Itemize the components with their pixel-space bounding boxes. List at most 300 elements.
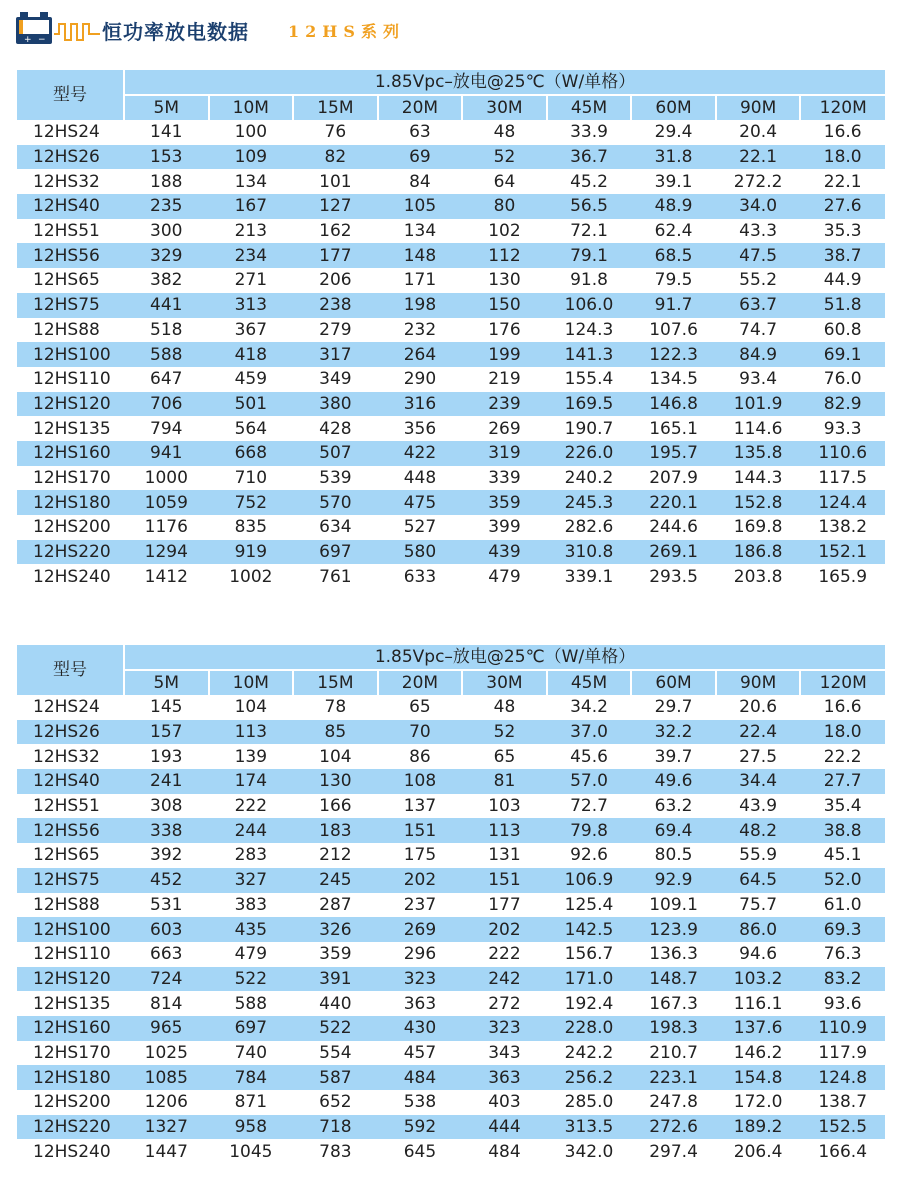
model-cell: 12HS51 [33,221,100,242]
power-value-cell: 439 [462,540,547,565]
power-value-cell: 165.1 [649,418,698,439]
power-value-cell: 1085 [124,1065,209,1090]
model-cell: 12HS160 [17,1016,124,1041]
model-cell: 12HS200 [33,1092,111,1113]
table-row [17,120,885,145]
power-value-cell: 33.9 [570,122,608,143]
power-value-cell: 174 [209,769,294,794]
power-value-cell: 69.4 [631,818,716,843]
power-value-cell: 363 [462,1065,547,1090]
power-value-cell: 94.6 [739,944,778,965]
power-value-cell: 69.1 [800,342,885,367]
power-value-cell: 195.7 [631,441,716,466]
model-cell: 12HS220 [17,1115,124,1140]
power-value-cell: 1206 [144,1092,188,1113]
power-value-cell: 290 [403,369,437,390]
power-value-cell: 135.8 [716,441,801,466]
power-value-cell: 264 [378,342,463,367]
power-value-cell: 363 [403,993,437,1014]
power-value-cell: 52.0 [800,868,885,893]
power-value-cell: 392 [150,845,183,866]
power-value-cell: 114.6 [733,418,783,439]
power-value-cell: 68.5 [631,243,716,268]
power-value-cell: 146.8 [631,392,716,417]
power-value-cell: 48.2 [716,818,801,843]
power-value-cell: 105 [378,194,463,219]
model-cell: 12HS75 [17,868,124,893]
power-value-cell: 124.8 [800,1065,885,1090]
power-value-cell: 297.4 [649,1141,698,1162]
power-value-cell: 193 [150,746,183,767]
power-value-cell: 338 [124,818,209,843]
model-cell: 12HS65 [33,270,100,291]
power-value-cell: 60.8 [823,319,862,340]
power-value-cell: 91.8 [570,270,608,291]
power-value-cell: 645 [403,1141,437,1162]
power-value-cell: 349 [319,369,352,390]
power-value-cell: 198.3 [631,1016,716,1041]
power-value-cell: 171 [403,270,437,291]
table-row [17,1139,885,1164]
model-cell: 12HS170 [33,1042,111,1063]
power-value-cell: 444 [462,1115,547,1140]
power-value-cell: 80.5 [654,845,693,866]
power-value-cell: 48 [493,122,516,143]
power-value-cell: 134 [234,171,268,192]
model-cell: 12HS240 [33,1141,111,1162]
wave-icon [54,16,100,46]
power-value-cell: 448 [403,467,437,488]
time-column-header: 120M [800,95,885,120]
table-row [17,342,885,367]
power-value-cell: 72.7 [570,796,608,817]
power-value-cell: 72.1 [570,221,608,242]
power-value-cell: 256.2 [547,1065,632,1090]
power-value-cell: 919 [209,540,294,565]
table-row [17,392,885,417]
power-value-cell: 399 [488,517,521,538]
power-value-cell: 531 [150,894,183,915]
power-value-cell: 35.4 [823,796,862,817]
model-cell: 12HS135 [33,418,111,439]
power-value-cell: 155.4 [564,369,614,390]
power-value-cell: 45.2 [570,171,608,192]
power-value-cell: 308 [150,796,183,817]
power-value-cell: 165.9 [818,566,868,587]
power-value-cell: 652 [319,1092,352,1113]
power-value-cell: 522 [293,1016,378,1041]
power-value-cell: 359 [462,490,547,515]
power-value-cell: 247.8 [649,1092,698,1113]
model-column-header: 型号 [17,70,124,120]
power-value-cell: 279 [319,319,352,340]
power-value-cell: 91.7 [631,293,716,318]
power-value-cell: 226.0 [547,441,632,466]
power-value-cell: 564 [234,418,268,439]
power-value-cell: 484 [488,1141,521,1162]
power-value-cell: 210.7 [649,1042,698,1063]
power-value-cell: 75.7 [739,894,778,915]
power-value-cell: 86.0 [716,917,801,942]
power-value-cell: 300 [150,221,183,242]
power-value-cell: 47.5 [716,243,801,268]
power-value-cell: 52 [462,145,547,170]
power-value-cell: 49.6 [631,769,716,794]
power-value-cell: 634 [319,517,352,538]
power-value-cell: 151 [462,868,547,893]
power-value-cell: 148 [378,243,463,268]
table-row [17,194,885,219]
power-value-cell: 232 [403,319,437,340]
table-row [17,1041,885,1066]
table-row [17,942,885,967]
power-value-cell: 44.9 [823,270,862,291]
model-cell: 12HS40 [17,194,124,219]
power-value-cell: 1045 [229,1141,273,1162]
power-value-cell: 64.5 [716,868,801,893]
model-cell: 12HS240 [33,566,111,587]
table-row [17,293,885,318]
power-value-cell: 70 [378,720,463,745]
power-value-cell: 27.7 [800,769,885,794]
table-row [17,515,885,540]
series-subtitle: 12HS系列 [288,22,405,41]
power-value-cell: 310.8 [547,540,632,565]
power-value-cell: 20.6 [739,697,778,718]
power-value-cell: 125.4 [564,894,614,915]
time-column-header: 90M [716,95,801,120]
power-value-cell: 457 [403,1042,437,1063]
power-value-cell: 154.8 [716,1065,801,1090]
power-value-cell: 239 [462,392,547,417]
model-cell: 12HS24 [33,697,100,718]
power-value-cell: 76.0 [823,369,862,390]
power-value-cell: 92.9 [631,868,716,893]
power-value-cell: 141.3 [547,342,632,367]
power-value-cell: 127 [293,194,378,219]
power-value-cell: 323 [378,967,463,992]
power-value-cell: 422 [378,441,463,466]
table-row [17,818,885,843]
power-value-cell: 109 [209,145,294,170]
power-value-cell: 144.3 [733,467,783,488]
discharge-group-header: 1.85Vpc–放电@25℃（W/单格） [124,645,885,670]
power-value-cell: 93.3 [823,418,862,439]
power-value-cell: 166 [319,796,352,817]
model-cell: 12HS32 [33,171,100,192]
table-row [17,466,885,491]
power-value-cell: 724 [124,967,209,992]
time-column-header: 45M [547,670,632,695]
power-value-cell: 1294 [124,540,209,565]
power-value-cell: 212 [319,845,352,866]
power-value-cell: 356 [403,418,437,439]
power-value-cell: 52 [462,720,547,745]
power-value-cell: 63.7 [716,293,801,318]
power-value-cell: 242.2 [564,1042,614,1063]
table-row [17,318,885,343]
power-value-cell: 93.6 [823,993,862,1014]
power-value-cell: 1412 [144,566,188,587]
power-value-cell: 223.1 [631,1065,716,1090]
power-value-cell: 64 [493,171,516,192]
power-value-cell: 1059 [124,490,209,515]
power-value-cell: 663 [150,944,183,965]
table-row [17,441,885,466]
power-value-cell: 32.2 [631,720,716,745]
power-value-cell: 79.5 [654,270,693,291]
power-value-cell: 228.0 [547,1016,632,1041]
power-value-cell: 710 [234,467,268,488]
power-value-cell: 113 [462,818,547,843]
power-value-cell: 138.7 [818,1092,868,1113]
table-row [17,416,885,441]
power-value-cell: 317 [293,342,378,367]
power-value-cell: 588 [124,342,209,367]
power-value-cell: 430 [378,1016,463,1041]
power-value-cell: 172.0 [733,1092,783,1113]
power-value-cell: 484 [378,1065,463,1090]
power-value-cell: 22.1 [823,171,862,192]
power-value-cell: 74.7 [739,319,778,340]
power-value-cell: 207.9 [649,467,698,488]
model-cell: 12HS32 [33,746,100,767]
power-value-cell: 761 [319,566,352,587]
power-value-cell: 65 [493,746,516,767]
svg-text:−: − [38,35,46,45]
table-row [17,367,885,392]
power-value-cell: 668 [209,441,294,466]
model-cell: 12HS26 [17,145,124,170]
model-cell: 12HS88 [33,894,100,915]
model-cell: 12HS135 [33,993,111,1014]
power-value-cell: 518 [150,319,183,340]
power-value-cell: 177 [293,243,378,268]
time-column-header: 10M [209,95,294,120]
power-value-cell: 269 [378,917,463,942]
power-value-cell: 570 [293,490,378,515]
power-value-cell: 271 [234,270,268,291]
power-value-cell: 475 [378,490,463,515]
time-column-header: 5M [124,95,209,120]
power-value-cell: 783 [319,1141,352,1162]
time-column-header: 30M [462,670,547,695]
power-value-cell: 130 [488,270,521,291]
table-row [17,243,885,268]
power-value-cell: 403 [488,1092,521,1113]
model-cell: 12HS110 [33,369,111,390]
power-value-cell: 63 [409,122,431,143]
power-value-cell: 1327 [124,1115,209,1140]
power-value-cell: 108 [378,769,463,794]
power-value-cell: 507 [293,441,378,466]
model-cell: 12HS56 [17,818,124,843]
power-value-cell: 38.7 [800,243,885,268]
power-value-cell: 329 [124,243,209,268]
power-value-cell: 137.6 [716,1016,801,1041]
power-value-cell: 146.2 [733,1042,783,1063]
time-column-header: 15M [293,95,378,120]
power-value-cell: 459 [234,369,268,390]
power-value-cell: 222 [234,796,268,817]
power-value-cell: 51.8 [800,293,885,318]
power-value-cell: 134.5 [649,369,698,390]
power-value-cell: 171.0 [547,967,632,992]
model-cell: 12HS40 [17,769,124,794]
power-value-cell: 167 [209,194,294,219]
power-value-cell: 189.2 [716,1115,801,1140]
power-value-cell: 235 [124,194,209,219]
table-body [17,120,885,589]
model-cell: 12HS65 [33,845,100,866]
power-value-cell: 34.2 [570,697,608,718]
power-value-cell: 16.6 [823,122,862,143]
model-cell: 12HS88 [33,319,100,340]
power-value-cell: 633 [403,566,437,587]
power-value-cell: 814 [150,993,183,1014]
power-value-cell: 784 [209,1065,294,1090]
power-value-cell: 603 [124,917,209,942]
model-cell: 12HS24 [33,122,100,143]
power-value-cell: 124.4 [800,490,885,515]
power-value-cell: 222 [488,944,521,965]
power-value-cell: 93.4 [739,369,778,390]
power-value-cell: 1025 [144,1042,188,1063]
power-value-cell: 391 [293,967,378,992]
power-value-cell: 57.0 [547,769,632,794]
table-row [17,868,885,893]
power-value-cell: 244.6 [649,517,698,538]
model-cell: 12HS220 [17,540,124,565]
power-value-cell: 48.9 [631,194,716,219]
power-value-cell: 367 [234,319,268,340]
model-cell: 12HS170 [33,467,111,488]
power-value-cell: 110.6 [800,441,885,466]
power-value-cell: 18.0 [800,145,885,170]
power-value-cell: 104 [234,697,268,718]
power-value-cell: 76 [324,122,347,143]
power-value-cell: 142.5 [547,917,632,942]
power-value-cell: 234 [209,243,294,268]
power-value-cell: 16.6 [823,697,862,718]
power-value-cell: 186.8 [716,540,801,565]
power-value-cell: 706 [124,392,209,417]
power-value-cell: 527 [403,517,437,538]
power-value-cell: 157 [124,720,209,745]
power-value-cell: 103.2 [716,967,801,992]
power-value-cell: 343 [488,1042,521,1063]
model-cell: 12HS100 [17,342,124,367]
power-value-cell: 29.4 [654,122,693,143]
model-cell: 12HS75 [17,293,124,318]
power-value-cell: 580 [378,540,463,565]
power-value-cell: 137 [403,796,437,817]
power-value-cell: 148.7 [631,967,716,992]
power-value-cell: 61.0 [823,894,862,915]
power-value-cell: 167.3 [649,993,698,1014]
table-row [17,219,885,244]
power-value-cell: 45.1 [823,845,862,866]
power-value-cell: 538 [403,1092,437,1113]
power-value-cell: 22.4 [716,720,801,745]
table-row [17,1065,885,1090]
power-value-cell: 245.3 [547,490,632,515]
power-value-cell: 156.7 [564,944,614,965]
model-cell: 12HS180 [17,490,124,515]
power-value-cell: 152.1 [800,540,885,565]
power-value-cell: 151 [378,818,463,843]
power-value-cell: 101.9 [716,392,801,417]
table-row [17,893,885,918]
power-value-cell: 206 [319,270,352,291]
time-column-header: 20M [378,670,463,695]
power-value-cell: 134 [403,221,437,242]
power-value-cell: 237 [403,894,437,915]
power-value-cell: 359 [319,944,352,965]
power-value-cell: 103 [488,796,521,817]
model-column-header: 型号 [17,645,124,695]
table-row [17,695,885,720]
power-value-cell: 219 [488,369,521,390]
power-value-cell: 117.9 [818,1042,868,1063]
power-value-cell: 588 [234,993,268,1014]
power-value-cell: 136.3 [649,944,698,965]
power-value-cell: 62.4 [654,221,693,242]
table-row [17,268,885,293]
power-value-cell: 592 [378,1115,463,1140]
power-value-cell: 122.3 [631,342,716,367]
table-row [17,490,885,515]
power-value-cell: 198 [378,293,463,318]
table-row [17,540,885,565]
power-value-cell: 242 [462,967,547,992]
battery-icon [14,10,54,46]
power-value-cell: 81 [462,769,547,794]
power-value-cell: 941 [124,441,209,466]
power-value-cell: 106.0 [547,293,632,318]
power-table-2 [17,645,885,1164]
power-value-cell: 48 [493,697,516,718]
power-value-cell: 112 [462,243,547,268]
power-value-cell: 37.0 [547,720,632,745]
table-row [17,967,885,992]
power-value-cell: 441 [124,293,209,318]
power-value-cell: 1447 [144,1141,188,1162]
power-value-cell: 339.1 [564,566,614,587]
time-column-header: 30M [462,95,547,120]
power-value-cell: 382 [150,270,183,291]
power-value-cell: 65 [409,697,431,718]
power-value-cell: 539 [319,467,352,488]
power-value-cell: 34.4 [716,769,801,794]
power-value-cell: 241 [124,769,209,794]
power-value-cell: 152.5 [800,1115,885,1140]
model-cell: 12HS26 [17,720,124,745]
power-value-cell: 34.0 [716,194,801,219]
power-value-cell: 106.9 [547,868,632,893]
power-value-cell: 206.4 [733,1141,783,1162]
time-header-row [17,670,885,695]
power-value-cell: 43.3 [739,221,778,242]
power-value-cell: 293.5 [649,566,698,587]
power-value-cell: 269.1 [631,540,716,565]
power-value-cell: 213 [234,221,268,242]
power-value-cell: 150 [462,293,547,318]
power-value-cell: 238 [293,293,378,318]
power-value-cell: 339 [488,467,521,488]
power-value-cell: 272.6 [631,1115,716,1140]
power-value-cell: 39.1 [654,171,693,192]
